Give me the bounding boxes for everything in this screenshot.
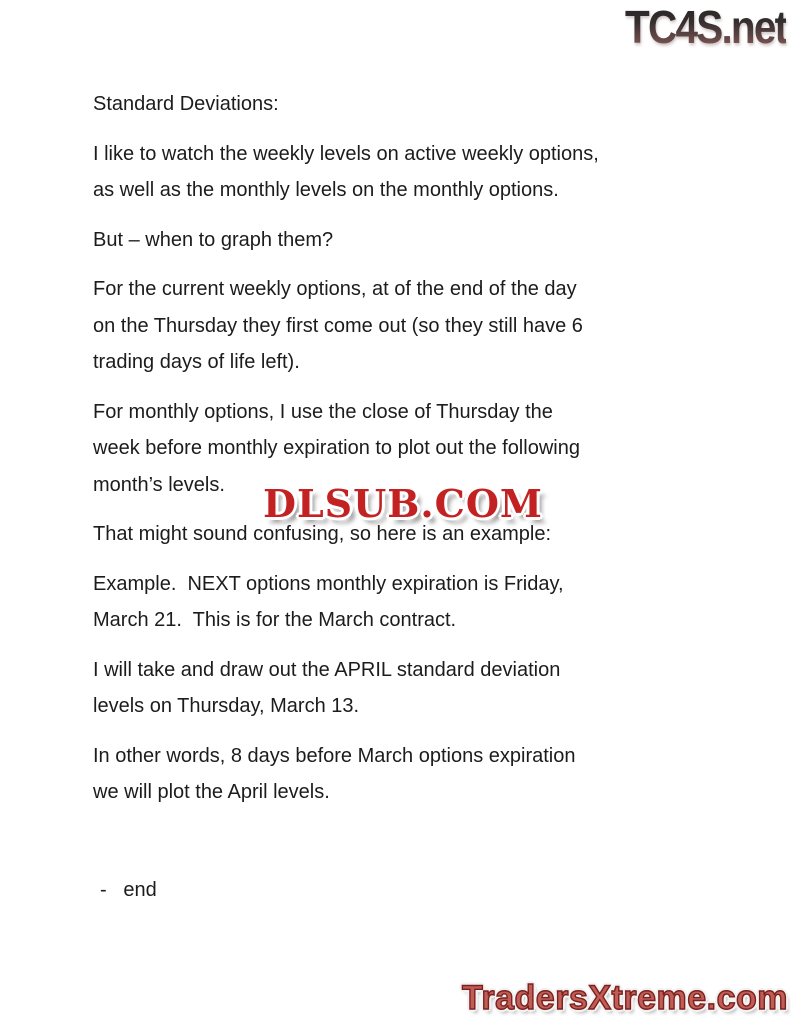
text-line: month’s levels. <box>93 473 225 496</box>
paragraph <box>93 652 738 725</box>
text-line: trading days of life left). <box>93 351 300 373</box>
text-line: But – when to graph them? <box>93 228 334 251</box>
text-line: as well as the monthly levels on the monthly options. <box>93 179 559 201</box>
tradersxtreme-logo: TradersXtreme.com <box>462 979 788 1017</box>
paragraph <box>93 271 738 381</box>
text-line: March 21. This is for the March contract. <box>93 609 457 631</box>
text-line: - end <box>100 878 157 901</box>
tc4s-logo: TC4S.net <box>624 1 786 53</box>
text-line: Standard Deviations: <box>93 93 279 115</box>
text-line: I like to watch the weekly levels on active weekly options, <box>93 142 599 165</box>
paragraph-end-marker <box>93 872 738 909</box>
text-line: Example. NEXT options monthly expiration is Friday, <box>93 572 564 595</box>
paragraph <box>93 566 738 639</box>
paragraph <box>93 738 738 811</box>
text-line: we will plot the April levels. <box>93 781 330 803</box>
text-line: I will take and draw out the APRIL standard deviation <box>93 658 561 681</box>
paragraph <box>93 222 738 259</box>
paragraph <box>93 86 738 123</box>
text-line: week before monthly expiration to plot out the following <box>93 437 580 459</box>
text-line: In other words, 8 days before March options expiration <box>93 744 576 767</box>
text-line: For monthly options, I use the close of Thursday the <box>93 400 553 423</box>
text-line: on the Thursday they first come out (so they still have 6 <box>93 314 583 337</box>
text-line: levels on Thursday, March 13. <box>93 695 360 717</box>
text-line: For the current weekly options, at of the end of the day <box>93 278 577 300</box>
dlsub-watermark: DLSUB.COM <box>262 481 543 526</box>
text-line: That might sound confusing, so here is an example: <box>93 523 552 545</box>
paragraph <box>93 136 738 209</box>
